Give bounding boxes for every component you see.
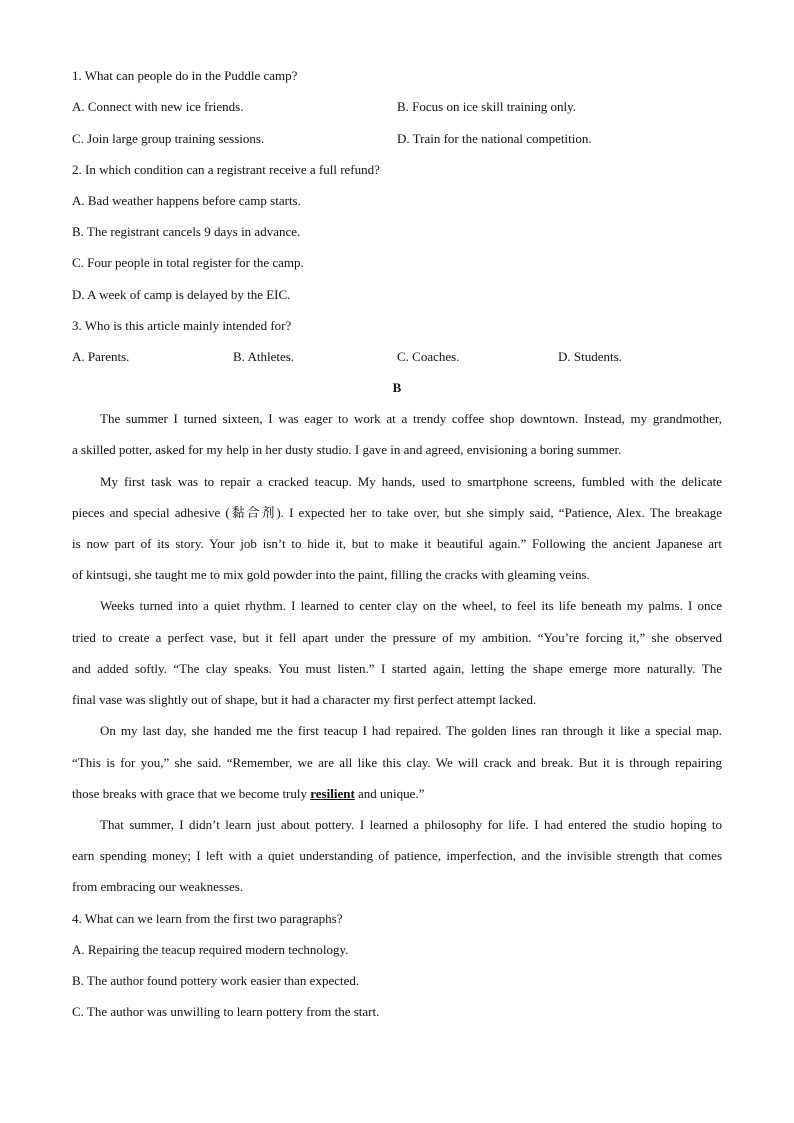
q1-option-d: D. Train for the national competition. (397, 131, 592, 146)
underlined-keyword: resilient (310, 786, 355, 801)
q1-option-c: C. Join large group training sessions. (72, 131, 265, 146)
passage-p2-line: My first task was to repair a cracked teacup. My hands, used to smartphone screens, fumbled with the delicate (100, 474, 722, 489)
passage-p3-line: Weeks turned into a quiet rhythm. I learned to center clay on the wheel, to feel its life beneath my palms. I once (100, 598, 722, 613)
passage-p3-line: tried to create a perfect vase, but it fell apart under the pressure of my ambition. “You’re forcing it,” she observed (72, 630, 722, 645)
section-heading: B (392, 380, 402, 395)
question-1: 1. What can people do in the Puddle camp? (72, 68, 298, 83)
passage-p2-line: of kintsugi, she taught me to mix gold powder into the paint, filling the cracks with gleaming veins. (72, 567, 590, 582)
q4-option-c: C. The author was unwilling to learn pottery from the start. (72, 1004, 380, 1019)
passage-p4-line (72, 786, 722, 802)
passage-p4-line: “This is for you,” she said. “Remember, we are all like this clay. We will crack and break. But it is through repairing (72, 755, 722, 770)
q1-option-a: A. Connect with new ice friends. (72, 99, 244, 114)
passage-p1-line: The summer I turned sixteen, I was eager to work at a trendy coffee shop downtown. Instead, my grandmother, (100, 411, 722, 426)
passage-p4-line: On my last day, she handed me the first teacup I had repaired. The golden lines ran through it like a special map. (100, 723, 722, 738)
q3-option-c: C. Coaches. (397, 349, 460, 364)
passage-p3-line: and added softly. “The clay speaks. You must listen.” I started again, letting the shape emerge more naturally. The (72, 661, 722, 676)
q3-option-a: A. Parents. (72, 349, 130, 364)
q2-option-c: C. Four people in total register for the camp. (72, 255, 304, 270)
passage-p2-line: pieces and special adhesive (黏合剂). I expected her to take over, but she simply said, “Patience, Alex. The breakage (72, 505, 722, 520)
q2-option-b: B. The registrant cancels 9 days in advance. (72, 224, 301, 239)
passage-p5-line: earn spending money; I left with a quiet understanding of patience, imperfection, and the invisible strength that comes (72, 848, 722, 863)
question-4: 4. What can we learn from the first two paragraphs? (72, 911, 343, 926)
q2-option-d: D. A week of camp is delayed by the EIC. (72, 287, 291, 302)
question-2: 2. In which condition can a registrant receive a full refund? (72, 162, 380, 177)
q3-option-d: D. Students. (558, 349, 622, 364)
q3-option-b: B. Athletes. (233, 349, 295, 364)
passage-text: those breaks with grace that we become truly (72, 786, 311, 801)
passage-p5-line: That summer, I didn’t learn just about pottery. I learned a philosophy for life. I had entered the studio hoping to (100, 817, 722, 832)
passage-text: and unique.” (354, 786, 425, 801)
passage-p5-line: from embracing our weaknesses. (72, 879, 244, 894)
q4-option-a: A. Repairing the teacup required modern technology. (72, 942, 349, 957)
q1-option-b: B. Focus on ice skill training only. (397, 99, 576, 114)
passage-p3-line: final vase was slightly out of shape, but it had a character my first perfect attempt lacked. (72, 692, 537, 707)
q4-option-b: B. The author found pottery work easier than expected. (72, 973, 360, 988)
q2-option-a: A. Bad weather happens before camp starts. (72, 193, 301, 208)
passage-p2-line: is now part of its story. Your job isn’t to hide it, but to make it beautiful again.” Following the ancient Japanese art (72, 536, 722, 551)
passage-p1-line: a skilled potter, asked for my help in her dusty studio. I gave in and agreed, envisioning a boring summer. (72, 442, 622, 457)
question-3: 3. Who is this article mainly intended for? (72, 318, 292, 333)
